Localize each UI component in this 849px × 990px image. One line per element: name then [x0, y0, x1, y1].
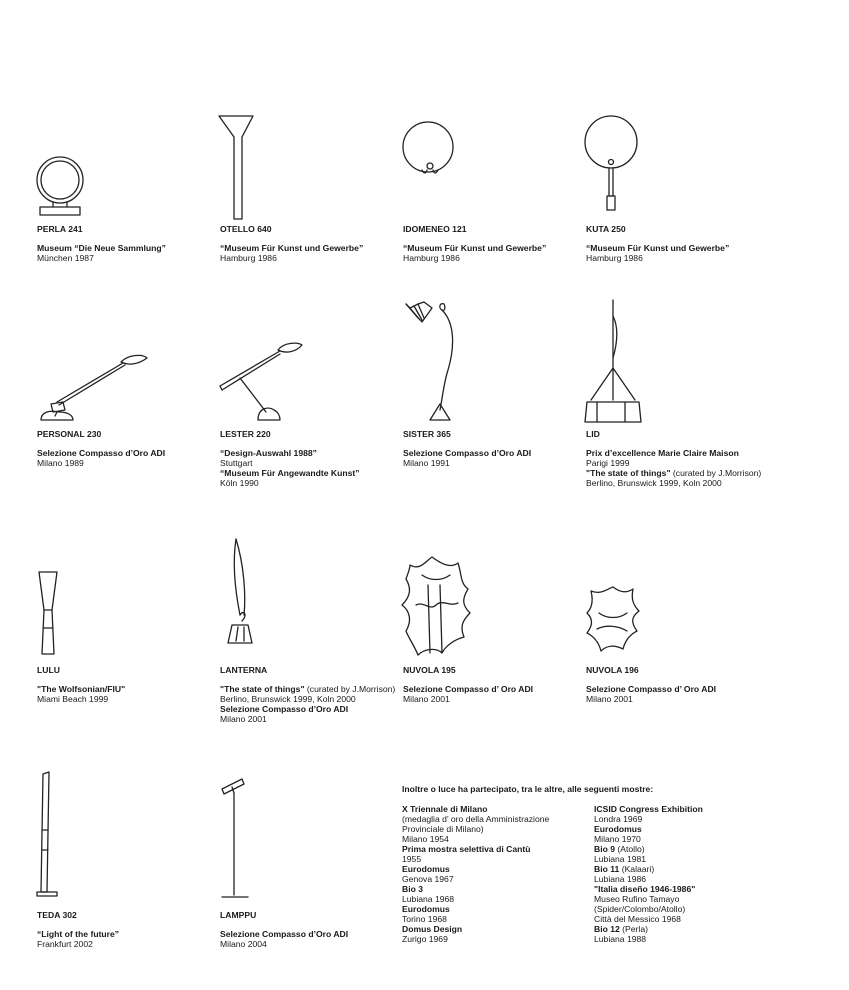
lamp-name: NUVOLA 196 — [586, 665, 639, 675]
idomeneo-121-drawing — [400, 120, 460, 180]
lid-drawing — [583, 298, 653, 428]
other-exhibitions — [402, 784, 802, 944]
kuta-250-drawing — [583, 114, 643, 219]
personal-230-drawing — [35, 350, 155, 430]
lamp-caption: PERLA 241 Museum “Die Neue Sammlung” München 1987 — [37, 224, 166, 263]
lamp-name: SISTER 365 — [403, 429, 451, 439]
lamp-name: LID — [586, 429, 600, 439]
lamp-name: LANTERNA — [220, 665, 268, 675]
lamp-name: LAMPPU — [220, 910, 257, 920]
other-exhibitions-title: Inoltre o luce ha partecipato, tra le altre, alle seguenti mostre: — [402, 784, 654, 794]
lamp-name: PERLA 241 — [37, 224, 83, 234]
lamp-name: TEDA 302 — [37, 910, 77, 920]
lamp-name: PERSONAL 230 — [37, 429, 102, 439]
lamp-caption: OTELLO 640 “Museum Für Kunst und Gewerbe” Hamburg 1986 — [220, 224, 364, 263]
nuvola-196-drawing — [583, 585, 643, 655]
lamp-name: IDOMENEO 121 — [403, 224, 467, 234]
teda-302-drawing — [35, 770, 65, 900]
lamp-caption: SISTER 365 Selezione Compasso d’Oro ADI Milano 1991 — [403, 429, 532, 468]
otello-640-drawing — [218, 113, 258, 223]
lamp-caption: LANTERNA "The state of things" (curated by J.Morrison) Berlino, Brunswick 1999, Koln 2000 Selezione Compasso d’Oro ADI Milano 2001 — [220, 665, 396, 724]
lamppu-drawing — [218, 775, 258, 905]
lamp-name: NUVOLA 195 — [403, 665, 456, 675]
lanterna-drawing — [218, 535, 268, 655]
perla-241-drawing — [35, 150, 95, 220]
lamp-name: LESTER 220 — [220, 429, 271, 439]
lamp-caption: TEDA 302 “Light of the future” Frankfurt 2002 — [37, 910, 120, 949]
lamp-name: LULU — [37, 665, 60, 675]
lamp-caption: KUTA 250 “Museum Für Kunst und Gewerbe” Hamburg 1986 — [586, 224, 730, 263]
lester-220-drawing — [218, 340, 308, 430]
lamp-caption: NUVOLA 196 Selezione Compasso d’ Oro ADI Milano 2001 — [586, 665, 717, 704]
lamp-caption: LULU "The Wolfsonian/FIU" Miami Beach 1999 — [37, 665, 126, 704]
exhibitions-left-column: X Triennale di Milano (medaglia d’ oro della Amministrazione Provinciale di Milano) Milano 1954 Prima mostra selettiva di Cantù 1955 Eurodomus Genova 1967 Bio 3 Lubiana 1968 Eurodomus Torino 1968 Domus Design Zurigo 1969 — [402, 804, 550, 944]
exhibitions-right-column: ICSID Congress Exhibition Londra 1969 Eurodomus Milano 1970 Bio 9 (Atollo) Lubiana 1981 Bio 11 (Kalaari) Lubiana 1986 "Italia diseño 1946-1986" Museo Rufino Tamayo (Spider/Colombo/Atollo) Città del Messico 1968 Bio 12 (Perla) Lubiana 1988 — [594, 804, 703, 944]
nuvola-195-drawing — [400, 555, 475, 665]
sister-365-drawing — [400, 300, 470, 425]
lamp-caption: NUVOLA 195 Selezione Compasso d’ Oro ADI Milano 2001 — [403, 665, 534, 704]
lamp-name: OTELLO 640 — [220, 224, 272, 234]
lamp-caption: IDOMENEO 121 “Museum Für Kunst und Gewerbe” Hamburg 1986 — [403, 224, 547, 263]
lamp-caption: LESTER 220 “Design-Auswahl 1988” Stuttgart “Museum Für Angewandte Kunst” Köln 1990 — [220, 429, 360, 488]
lamp-caption: LAMPPU Selezione Compasso d’Oro ADI Milano 2004 — [220, 910, 349, 949]
lulu-drawing — [35, 570, 65, 660]
lamp-caption: PERSONAL 230 Selezione Compasso d’Oro ADI Milano 1989 — [37, 429, 166, 468]
lamp-name: KUTA 250 — [586, 224, 626, 234]
lamp-caption: LID Prix d’excellence Marie Claire Maison Parigi 1999 "The state of things" (curated by J.Morrison) Berlino, Brunswick 1999, Koln 2000 — [586, 429, 762, 488]
